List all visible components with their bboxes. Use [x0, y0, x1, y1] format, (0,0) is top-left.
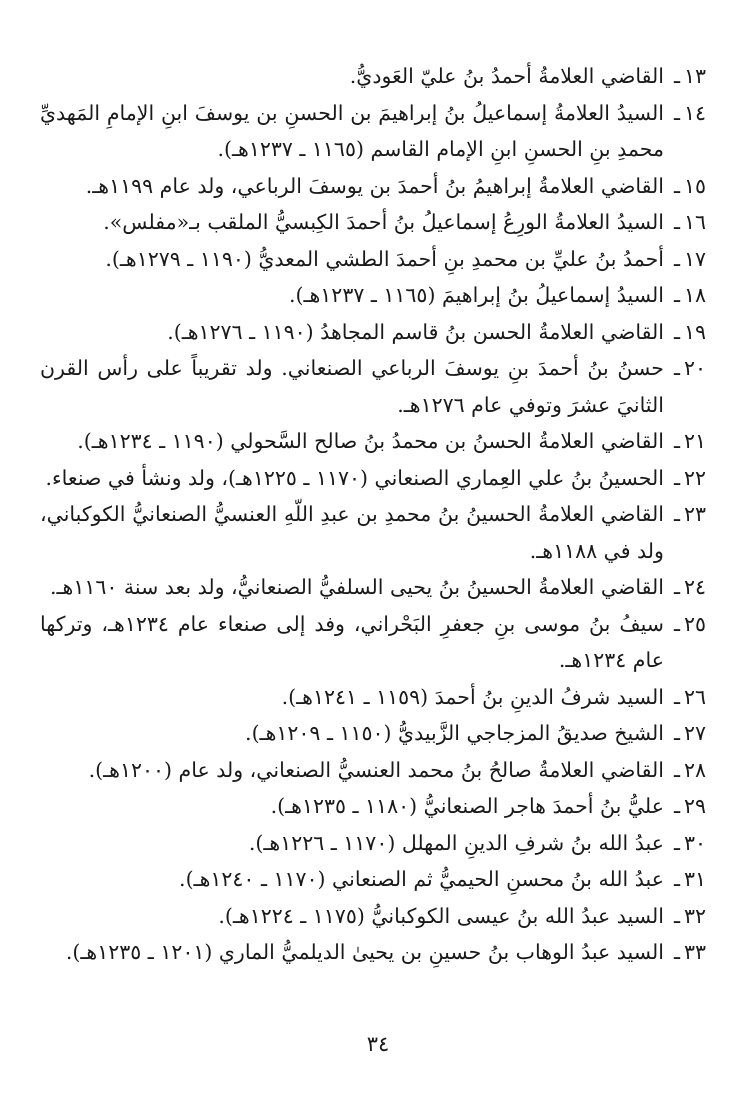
list-item — [40, 95, 706, 168]
entry-text: القاضي العلامةُ الحسنُ بن محمدُ بنُ صالح السَّحولي (١١٩٠ ـ ١٢٣٤هـ). — [77, 429, 664, 453]
list-item — [40, 496, 706, 569]
entry-text: السيد عبدُ الوهاب بنُ حسينِ بن يحيىٰ الديلميُّ الماري (١٢٠١ ـ ١٢٣٥هـ). — [65, 940, 664, 964]
entry-number: ١٧ـ — [673, 246, 706, 271]
list-item — [40, 168, 706, 205]
entry-number: ١٣ـ — [673, 64, 706, 88]
list-item — [40, 460, 706, 497]
list-item — [40, 606, 706, 679]
entry-number: ٢٠ـ — [673, 356, 706, 380]
entry-text: السيدُ العلامةُ الورِعُ إسماعيلُ بنُ أحمدَ الكِبسيُّ الملقب بـ«مفلس». — [103, 210, 664, 234]
entry-text: القاضي العلامةُ الحسينُ بنُ محمدِ بن عبدِ اللّهِ العنسيُّ الصنعانيُّ الكوكباني، ولد في ١١٨٨هـ. — [40, 502, 664, 563]
list-item — [40, 825, 706, 862]
entry-text: أحمدُ بنُ عليِّ بن محمدِ بنِ أحمدَ الطشي المعديُّ (١١٩٠ ـ ١٢٧٩هـ). — [105, 246, 664, 271]
list-item — [40, 898, 706, 935]
list-item — [40, 423, 706, 460]
list-item — [40, 679, 706, 716]
entry-number: ٢٢ـ — [673, 465, 706, 490]
entry-text: السيد عبدُ الله بنُ عيسى الكوكبانيُّ (١١٧٥ ـ ١٢٢٤هـ). — [218, 903, 664, 928]
entry-number: ٣١ـ — [673, 867, 706, 891]
entry-text: السيد شرفُ الدينِ بنُ أحمدَ (١١٥٩ ـ ١٢٤١هـ). — [281, 684, 664, 709]
entry-number: ١٤ـ — [673, 100, 706, 125]
entry-text: حسنُ بنُ أحمدَ بنِ يوسفَ الرباعي الصنعاني. ولد تقريباً على رأس القرن الثانيَ عشرَ وتوفي عام ١٢٧٦هـ. — [40, 356, 664, 417]
entry-number: ٣٢ـ — [673, 903, 706, 928]
entry-text: القاضي العلامةُ صالحُ بنُ محمد العنسيُّ الصنعاني، ولد عام (١٢٠٠هـ). — [88, 757, 664, 782]
entry-text: عبدُ الله بنُ شرفِ الدينِ المهلل (١١٧٠ ـ ١٢٢٦هـ). — [248, 830, 664, 855]
list-item — [40, 788, 706, 825]
entry-number: ٢٨ـ — [673, 757, 706, 782]
entry-text: السيدُ العلامةُ إسماعيلُ بنُ إبراهيمَ بن الحسنِ بن يوسفَ ابنِ الإمامِ المَهديِّ محمدِ بنِ الحسنِ ابنِ الإمام القاسم (١١٦٥ ـ ١٢٣٧هـ). — [40, 100, 664, 161]
entry-number: ١٩ـ — [673, 319, 706, 344]
entry-text: الشيخ صديقُ المزجاجي الزَّبيديُّ (١١٥٠ ـ ١٢٠٩هـ). — [245, 721, 664, 745]
entry-number: ٢٧ـ — [673, 721, 706, 745]
entry-number: ٢٣ـ — [673, 502, 706, 526]
list-item — [40, 277, 706, 314]
list-item — [40, 350, 706, 423]
entry-number: ٢٥ـ — [673, 611, 706, 636]
entry-number: ٢٦ـ — [673, 684, 706, 709]
entry-number: ٢١ـ — [673, 429, 706, 453]
list-item — [40, 934, 706, 971]
list-item — [40, 569, 706, 606]
entry-text: سيفُ بنُ موسى بنِ جعفرِ البَحْراني، وفد إلى صنعاء عام ١٢٣٤هـ، وتركها عام ١٢٣٤هـ. — [40, 611, 664, 672]
entry-text: الحسينُ بنُ علي العِماري الصنعاني (١١٧٠ ـ ١٢٢٥هـ)، ولد ونشأ في صنعاء. — [45, 465, 664, 490]
list-item — [40, 861, 706, 898]
entry-text: القاضي العلامةُ الحسن بنُ قاسم المجاهدُ (١١٩٠ ـ ١٢٧٦هـ). — [167, 319, 664, 344]
entry-text: عليُّ بنُ أحمدَ هاجر الصنعانيُّ (١١٨٠ ـ ١٢٣٥هـ). — [270, 794, 664, 818]
entry-number: ٣٠ـ — [673, 830, 706, 855]
entry-number: ٢٩ـ — [673, 794, 706, 818]
entry-text: القاضي العلامةُ إبراهيمُ بنُ أحمدَ بن يوسفَ الرباعي، ولد عام ١١٩٩هـ. — [85, 173, 664, 198]
entry-number: ١٦ـ — [673, 210, 706, 234]
list-item — [40, 314, 706, 351]
entry-number: ٣٣ـ — [673, 940, 706, 964]
entry-number: ٢٤ـ — [673, 575, 706, 599]
entry-text: القاضي العلامةُ أحمدُ بنُ عليّ العَوديُّ. — [349, 64, 664, 88]
list-item — [40, 58, 706, 95]
entry-text: السيدُ إسماعيلُ بنُ إبراهيمَ (١١٦٥ ـ ١٢٣٧هـ). — [288, 283, 664, 307]
page-number: ٣٤ — [366, 1032, 390, 1056]
list-item — [40, 241, 706, 278]
entries-list — [40, 58, 706, 971]
list-item — [40, 752, 706, 789]
entry-number: ١٥ـ — [673, 173, 706, 198]
entry-number: ١٨ـ — [673, 283, 706, 307]
entry-text: عبدُ الله بنُ محسنِ الحيميُّ ثم الصنعاني (١١٧٠ ـ ١٢٤٠هـ). — [179, 867, 664, 891]
list-item — [40, 204, 706, 241]
entry-text: القاضي العلامةُ الحسينُ بنُ يحيى السلفيُّ الصنعانيُّ، ولد بعد سنة ١١٦٠هـ. — [49, 575, 664, 599]
list-item — [40, 715, 706, 752]
